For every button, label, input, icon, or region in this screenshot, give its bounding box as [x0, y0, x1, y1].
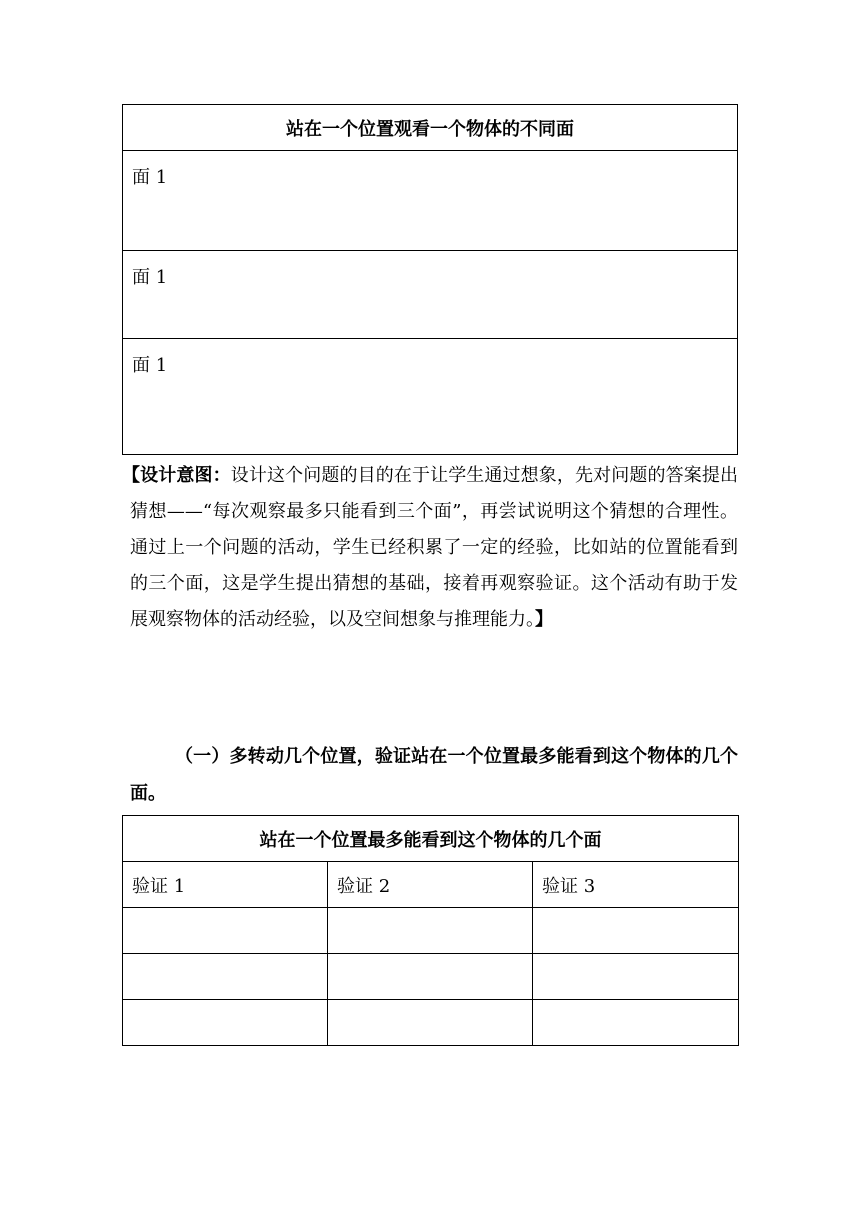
verification-header-1: 验证 1 [123, 862, 328, 908]
empty-cell [533, 1000, 739, 1046]
verification-table-title: 站在一个位置最多能看到这个物体的几个面 [123, 816, 739, 862]
face-row-3: 面 1 [123, 339, 738, 455]
empty-cell [533, 954, 739, 1000]
table-row [123, 908, 739, 954]
empty-cell [533, 908, 739, 954]
face-row-2: 面 1 [123, 251, 738, 339]
design-intent-label: 设计意图： [140, 465, 231, 486]
verification-header-3: 验证 3 [533, 862, 739, 908]
face-row-1: 面 1 [123, 151, 738, 251]
verification-header-2: 验证 2 [328, 862, 533, 908]
observation-table-title: 站在一个位置观看一个物体的不同面 [123, 105, 738, 151]
empty-cell [328, 908, 533, 954]
design-intent-paragraph [122, 458, 739, 720]
empty-cell [123, 1000, 328, 1046]
table-row [123, 954, 739, 1000]
table-row [123, 1000, 739, 1046]
design-intent-text: 设计这个问题的目的在于让学生通过想象，先对问题的答案提出猜想——“每次观察最多只能看到三个面”，再尝试说明这个猜想的合理性。通过上一个问题的活动，学生已经积累了一定的经验，比如站的位置能看到的三个面，这是学生提出猜想的基础，接着再观察验证。这个活动有助于发展观察物体的活动经验，以及空间想象与推理能力。 [130, 465, 739, 630]
section-heading: （一）多转动几个位置，验证站在一个位置最多能看到这个物体的几个面。 [130, 746, 738, 804]
close-bracket: 】 [535, 609, 553, 630]
empty-cell [328, 1000, 533, 1046]
empty-cell [328, 954, 533, 1000]
observation-table [122, 104, 738, 455]
verification-table [122, 815, 739, 1046]
empty-cell [123, 908, 328, 954]
empty-cell [123, 954, 328, 1000]
open-bracket: 【 [122, 465, 141, 486]
